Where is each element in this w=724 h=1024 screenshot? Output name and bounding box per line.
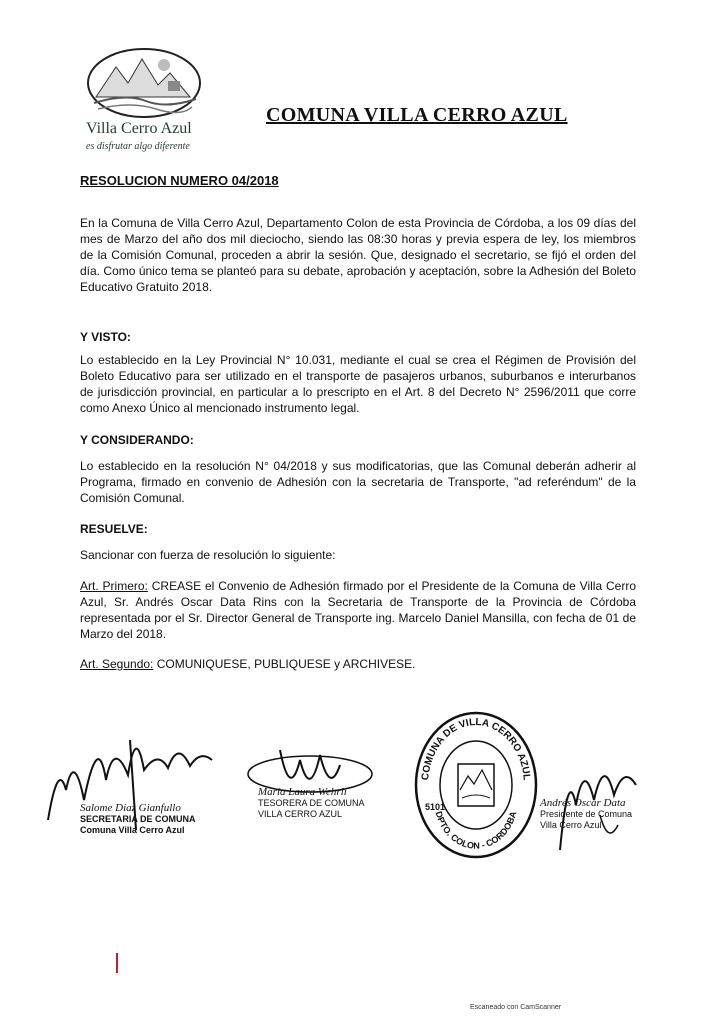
comuna-logo bbox=[86, 45, 216, 155]
logo-tagline: es disfrutar algo diferente bbox=[86, 141, 190, 152]
comuna-seal bbox=[412, 710, 540, 860]
svg-text:DPTO. COLON - CORDOBA bbox=[434, 810, 519, 851]
tesorera-name: María Laura Wehrli bbox=[258, 786, 347, 798]
presidente-org: Villa Cerro Azul bbox=[540, 820, 602, 830]
logo-name: Villa Cerro Azul bbox=[86, 120, 192, 137]
resuelve-intro: Sancionar con fuerza de resolución lo siguiente: bbox=[80, 548, 336, 562]
scanner-footer: Escaneado con CamScanner bbox=[470, 1004, 562, 1011]
svg-text:COMUNA DE VILLA CERRO AZUL bbox=[420, 717, 532, 781]
page-title: COMUNA VILLA CERRO AZUL bbox=[266, 104, 568, 126]
article-segundo-text: COMUNIQUESE, PUBLIQUESE y ARCHIVESE. bbox=[153, 657, 416, 671]
article-segundo-label: Art. Segundo: bbox=[80, 657, 154, 671]
secretaria-role: SECRETARIA DE COMUNA bbox=[80, 814, 196, 824]
signature-block-presidente bbox=[540, 798, 632, 831]
signature-block-secretaria bbox=[80, 803, 196, 836]
article-segundo bbox=[80, 656, 636, 672]
secretaria-org: Comuna Villa Cerro Azul bbox=[80, 825, 185, 835]
resolution-number: RESOLUCION NUMERO 04/2018 bbox=[80, 173, 279, 188]
intro-paragraph: En la Comuna de Villa Cerro Azul, Departamento Colon de esta Provincia de Córdoba, a los 09 días del mes de Marzo del año dos mil dieciocho, siendo las 08:30 horas y previa espera de ley, los miembros de la Comisión Comunal, proceden a abrir la sesión. Que, designado el secretario, se fijó el orden del día. Como único tema se planteó para su debate, aprobación y aceptación, sobre la Adhesión del Boleto Educativo Gratuito 2018. bbox=[80, 216, 636, 294]
article-primero bbox=[80, 578, 636, 642]
seal-bottom-text: DPTO. COLON - CORDOBA bbox=[433, 810, 519, 851]
presidente-name: Andrés Oscar Data bbox=[540, 797, 626, 809]
presidente-role: Presidente de Comuna bbox=[540, 809, 633, 819]
red-margin-mark bbox=[116, 953, 118, 973]
resuelve-heading: RESUELVE: bbox=[80, 522, 148, 536]
visto-paragraph: Lo establecido en la Ley Provincial N° 10.031, mediante el cual se crea el Régimen de Provisión del Boleto Educativo para ser utilizado en el transporte de pasajeros urbanos, suburbanos e interurbanos de jurisdicción provincial, en particular a lo prescripto en el Art. 8 del Decreto N° 2596/2011 que corre como Anexo Único al mencionado instrumento legal. bbox=[80, 353, 636, 415]
article-primero-label: Art. Primero: bbox=[80, 579, 148, 593]
signature-block-tesorera bbox=[258, 787, 365, 820]
article-primero-text: CREASE el Convenio de Adhesión firmado por el Presidente de la Comuna de Villa Cerro Azul, Sr. Andrés Oscar Data Rins con la Secretaria de Transporte de la Provincia de Córdoba representada por el Sr. Director General de Transporte ing. Marcelo Daniel Mansilla, con fecha de 01 de Marzo del 2018. bbox=[80, 579, 637, 641]
visto-heading: Y VISTO: bbox=[80, 330, 131, 344]
seal-side-text: 5101 bbox=[425, 802, 446, 812]
seal-top-text: COMUNA DE VILLA CERRO AZUL bbox=[420, 716, 532, 781]
considerando-paragraph: Lo establecido en la resolución N° 04/2018 y sus modificatorias, que las Comunal deberán adherir al Programa, firmado en convenio de Adhesión con la secretaria de Transporte, "ad referéndum" de la Comisión Comunal. bbox=[80, 459, 636, 505]
considerando-heading: Y CONSIDERANDO: bbox=[80, 433, 194, 447]
tesorera-role: TESORERA DE COMUNA bbox=[258, 798, 365, 808]
tesorera-org: VILLA CERRO AZUL bbox=[258, 809, 343, 819]
secretaria-name: Salome Diaz Gianfullo bbox=[80, 802, 181, 814]
